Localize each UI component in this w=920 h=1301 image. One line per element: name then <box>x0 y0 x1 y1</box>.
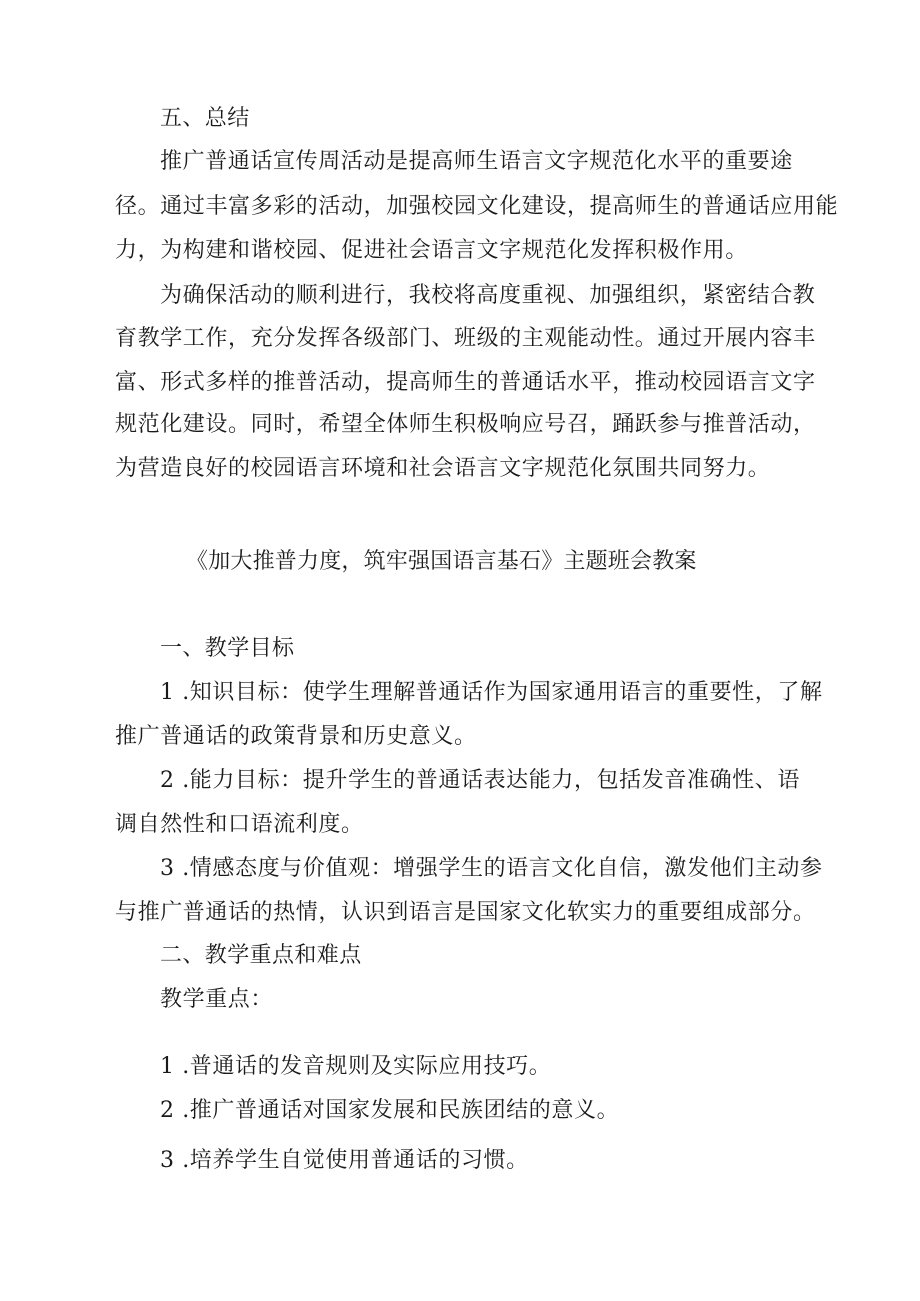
paragraph-line: 为营造良好的校园语言环境和社会语言文字规范化氛围共同努力。 <box>115 456 771 481</box>
objective-values: 3 .情感态度与价值观：增强学生的语言文化自信，激发他们主动参 <box>160 856 823 881</box>
paragraph-line: 规范化建设。同时，希望全体师生积极响应号召，踊跃参与推普活动， <box>115 412 816 437</box>
paragraph-line: 与推广普通话的热情，认识到语言是国家文化软实力的重要组成部分。 <box>115 900 816 925</box>
lesson-plan-title: 《加大推普力度，筑牢强国语言基石》主题班会教案 <box>186 549 697 574</box>
list-item: 2 .推广普通话对国家发展和民族团结的意义。 <box>160 1098 620 1123</box>
paragraph-line: 调自然性和口语流利度。 <box>115 812 364 837</box>
paragraph-line: 力，为构建和谐校园、促进社会语言文字规范化发挥积极作用。 <box>115 238 748 263</box>
paragraph-line: 为确保活动的顺利进行，我校将高度重视、加强组织，紧密结合教 <box>160 283 816 308</box>
section-heading-objectives: 一、教学目标 <box>160 636 295 661</box>
paragraph-line: 富、形式多样的推普活动，提高师生的普通话水平，推动校园语言文字 <box>115 370 816 395</box>
paragraph-line: 推广普通话的政策背景和历史意义。 <box>115 724 477 749</box>
keypoints-label: 教学重点： <box>160 987 274 1012</box>
list-item: 1 .普通话的发音规则及实际应用技巧。 <box>160 1054 552 1079</box>
section-heading-summary: 五、总结 <box>160 106 250 131</box>
paragraph-line: 推广普通话宣传周活动是提高师生语言文字规范化水平的重要途 <box>160 149 793 174</box>
list-item: 3 .培养学生自觉使用普通话的习惯。 <box>160 1148 529 1173</box>
objective-knowledge: 1 .知识目标：使学生理解普通话作为国家通用语言的重要性，了解 <box>160 680 823 705</box>
objective-ability: 2 .能力目标：提升学生的普通话表达能力，包括发音准确性、语 <box>160 768 800 793</box>
paragraph-line: 育教学工作，充分发挥各级部门、班级的主观能动性。通过开展内容丰 <box>115 326 816 351</box>
paragraph-line: 径。通过丰富多彩的活动，加强校园文化建设，提高师生的普通话应用能 <box>115 194 839 219</box>
section-heading-keypoints: 二、教学重点和难点 <box>160 943 362 968</box>
